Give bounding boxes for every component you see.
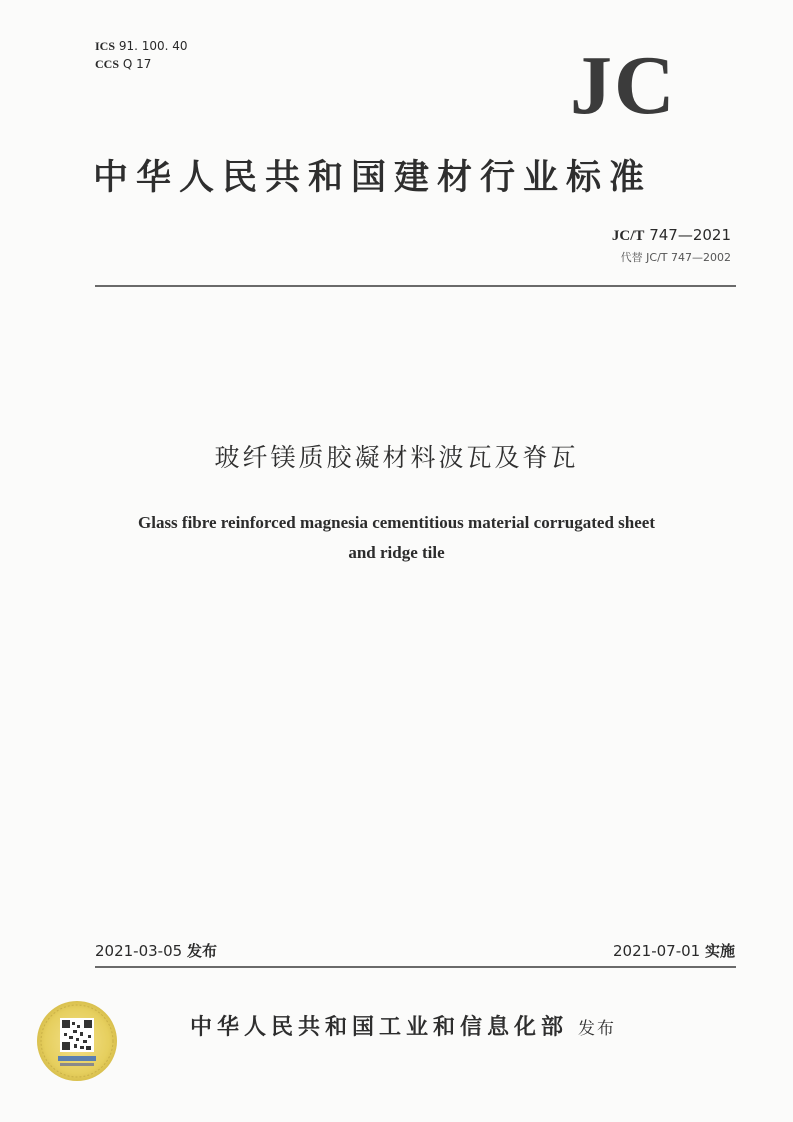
issue-label: 发布 bbox=[186, 942, 217, 960]
implement-label: 实施 bbox=[704, 942, 735, 960]
document-title-en bbox=[100, 508, 693, 568]
implement-date-block bbox=[613, 940, 735, 961]
jc-logo: JC bbox=[570, 39, 677, 132]
ccs-label: CCS bbox=[95, 57, 120, 71]
classification-codes bbox=[95, 37, 188, 73]
issue-date: 2021-03-05 bbox=[95, 942, 183, 960]
standard-number-prefix: JC/T bbox=[611, 228, 645, 244]
anti-counterfeit-qr-stamp-icon bbox=[36, 1000, 118, 1082]
ccs-code: Q 17 bbox=[122, 57, 152, 71]
implement-date: 2021-07-01 bbox=[613, 942, 701, 960]
document-title-en-line1: Glass fibre reinforced magnesia cementitious material corrugated sheet bbox=[138, 513, 655, 532]
document-title-cn: 玻纤镁质胶凝材料波瓦及脊瓦 bbox=[214, 443, 579, 472]
standard-number-block bbox=[612, 226, 731, 265]
footer-divider bbox=[95, 966, 736, 968]
document-title-en-line2: and ridge tile bbox=[348, 543, 445, 562]
ics-code: 91. 100. 40 bbox=[118, 39, 188, 53]
issuer-name: 中华人民共和国工业和信息化部 bbox=[190, 1015, 569, 1040]
ics-label: ICS bbox=[95, 39, 116, 53]
header-divider bbox=[95, 285, 736, 287]
standard-number: 747—2021 bbox=[649, 226, 731, 244]
issuer-block bbox=[190, 1010, 616, 1041]
issue-date-block bbox=[95, 940, 217, 961]
replaces-note: 代替 JC/T 747—2002 bbox=[620, 251, 731, 264]
publish-label: 发布 bbox=[578, 1019, 617, 1039]
standard-title: 中华人民共和国建材行业标准 bbox=[93, 158, 653, 198]
